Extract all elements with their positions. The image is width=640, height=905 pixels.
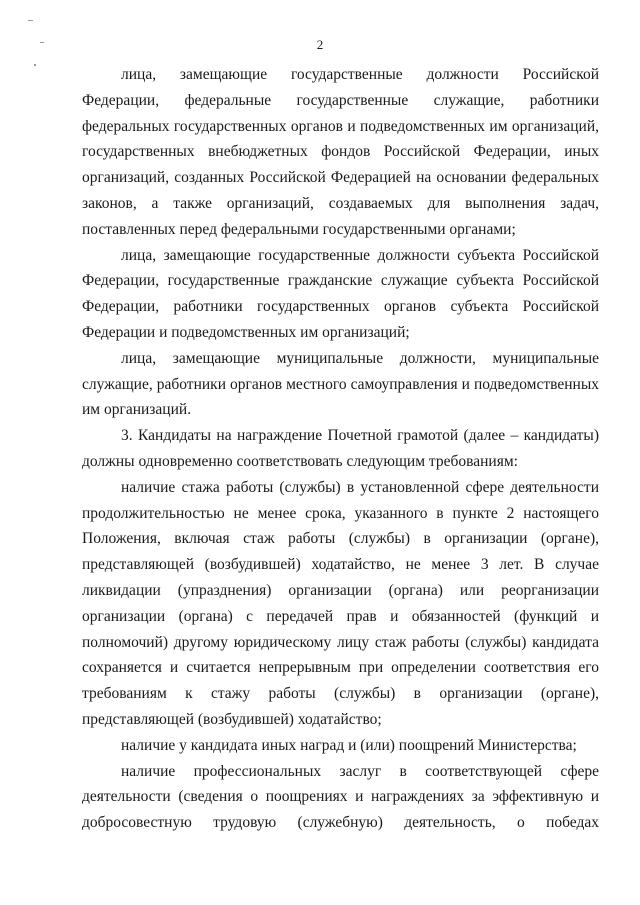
paragraph-federal-persons: лица, замещающие государственные должности Российской Федерации, федеральные государственные служащие, работники федеральных государственных органов и подведомственных им организаций, государственных внебюджетных фондов Российской Федерации, иных организаций, созданных Российской Федерацией на основании федеральных законов, а также организаций, создаваемых для выполнения задач, поставленных перед федеральными государственными органами; (82, 66, 599, 238)
paragraph-work-experience: наличие стажа работы (службы) в установленной сфере деятельности продолжительностью не менее срока, указанного в пункте 2 настоящего Положения, включая стаж работы (службы) в организации (органе), представляющей (возбудившей) ходатайство, не менее 3 лет. В случае ликвидации (упразднения) организации (органа) или реорганизации организации (органа) с передачей прав и обязанностей (функций и полномочий) другому юридическому лицу стаж работы (службы) кандидата сохраняется и считается непрерывным при определении соответствия его требованиям к стажу работы (службы) в организации (органе), представляющей (возбудившей) ходатайство; (82, 478, 599, 728)
document-body (82, 62, 599, 836)
paragraph-other-awards: наличие у кандидата иных наград и (или) поощрений Министерства; (121, 736, 577, 754)
scan-mark (28, 20, 33, 21)
paragraph-regional-persons: лица, замещающие государственные должности субъекта Российской Федерации, государственные гражданские служащие субъекта Российской Федерации, работники государственных органов субъекта Российской Федерации и подведомственных им организаций; (82, 246, 599, 341)
page-number: 2 (316, 37, 324, 52)
scan-mark (40, 42, 44, 43)
paragraph-professional-merits: наличие профессиональных заслуг в соответствующей сфере деятельности (сведения о поощрениях и награждениях за эффективную и добросовестную трудовую (служебную) деятельность, о победах (82, 762, 599, 832)
paragraph-candidate-requirements: 3. Кандидаты на награждение Почетной грамотой (далее – кандидаты) должны одновременно соответствовать следующим требованиям: (82, 427, 599, 470)
scan-mark (34, 64, 36, 66)
paragraph-municipal-persons: лица, замещающие муниципальные должности, муниципальные служащие, работники органов местного самоуправления и подведомственных им организаций. (82, 349, 599, 419)
